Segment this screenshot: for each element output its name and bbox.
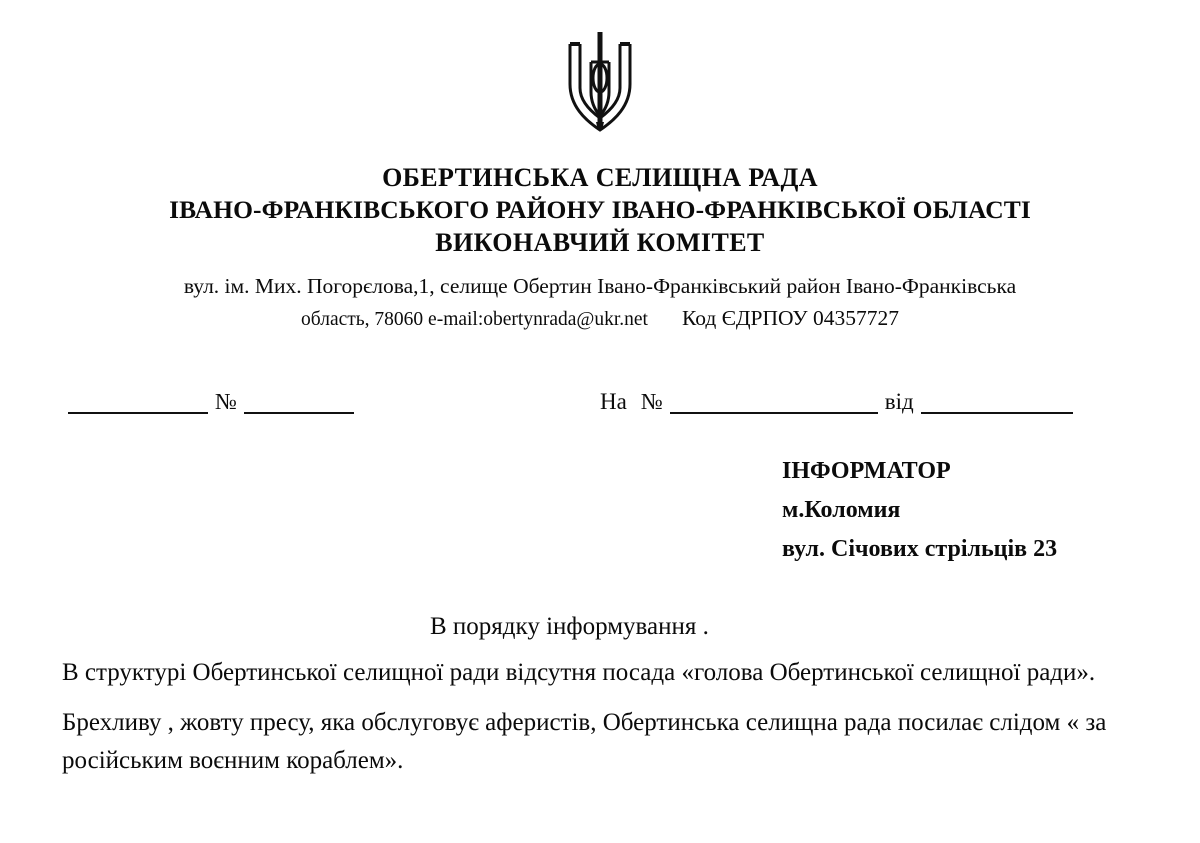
addressee-city: м.Коломия	[782, 496, 901, 523]
org-name-line-2: ІВАНО-ФРАНКІВСЬКОГО РАЙОНУ ІВАНО-ФРАНКІВСЬКОЇ ОБЛАСТІ	[169, 195, 1031, 225]
addressee-name: ІНФОРМАТОР	[782, 458, 951, 484]
address-line-1: вул. ім. Мих. Погорєлова,1, селище Обертин Івано-Франківський район Івано-Франківська	[183, 274, 1017, 299]
body-paragraph-2: Брехливу , жовту пресу, яка обслуговує аферистів, Обертинська селищна рада посилає слідом « за російським воєнним кораблем».	[62, 709, 1107, 774]
reference-right-group	[600, 390, 1073, 414]
body-lead-line: В порядку інформування .	[430, 613, 709, 640]
incoming-date-blank[interactable]	[921, 392, 1073, 414]
reference-left-group	[68, 390, 354, 414]
address-email-prefix: область, 78060 e-mail:	[301, 308, 484, 330]
outgoing-number-blank[interactable]	[244, 392, 354, 414]
addressee-block	[782, 452, 1057, 569]
org-name-line-3: ВИКОНАВЧИЙ КОМІТЕТ	[435, 228, 765, 258]
address-line-2	[0, 303, 1200, 334]
addressee-street: вул. Січових стрільців 23	[782, 535, 1058, 562]
address-edrpou: Код ЄДРПОУ 04357727	[681, 305, 899, 330]
number-symbol-right: №	[640, 388, 663, 414]
organization-address	[0, 271, 1200, 333]
emblem-container	[0, 0, 1200, 143]
incoming-number-blank[interactable]	[670, 392, 878, 414]
org-name-line-1: ОБЕРТИНСЬКА СЕЛИЩНА РАДА	[382, 163, 818, 192]
ukraine-trident-coat-of-arms-icon	[558, 26, 642, 138]
outgoing-date-blank[interactable]	[68, 392, 208, 414]
reference-row	[0, 390, 1200, 436]
body-paragraph-1: В структурі Обертинської селищної ради відсутня посада «голова Обертинської селищної ради».	[62, 659, 1096, 686]
organization-header	[0, 161, 1200, 259]
incoming-label: На	[600, 388, 627, 414]
address-email: obertynrada@ukr.net	[483, 308, 648, 330]
document-body	[62, 608, 1152, 784]
date-label: від	[884, 388, 914, 414]
number-symbol-left: №	[215, 388, 237, 414]
